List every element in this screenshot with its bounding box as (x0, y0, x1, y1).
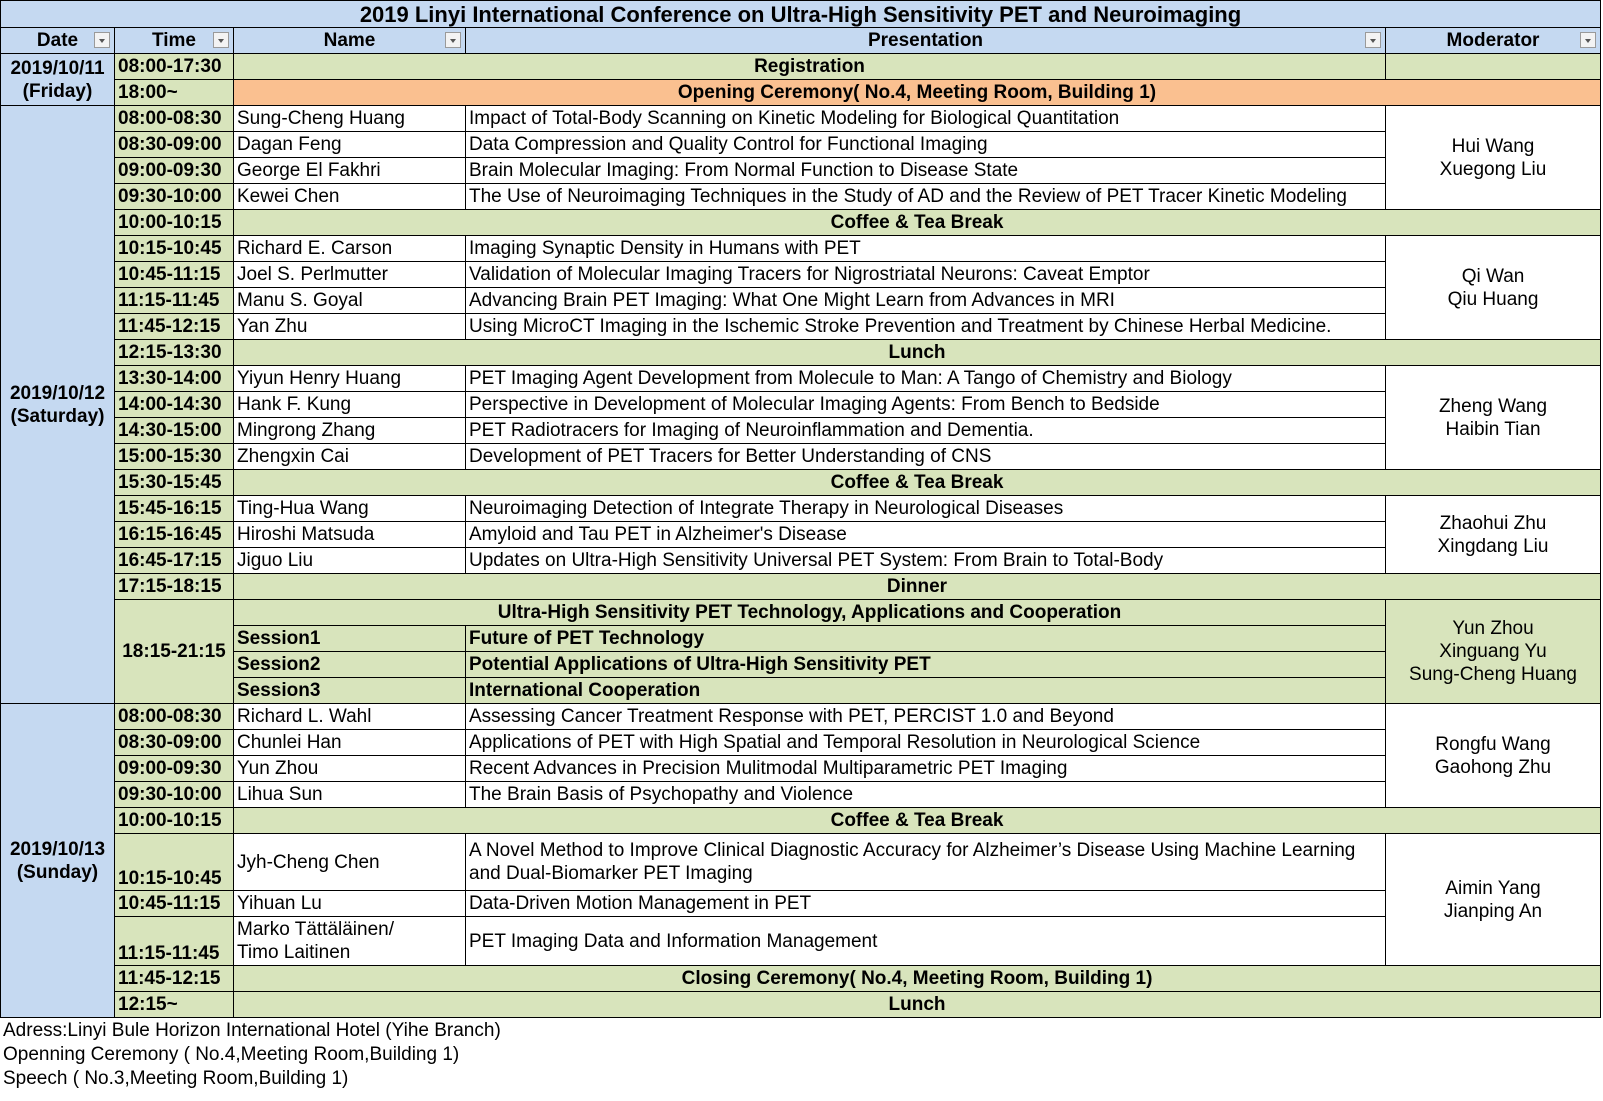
speaker-name-line: Marko Tättäläinen/ (237, 919, 395, 940)
moderator-name: Zheng Wang (1438, 395, 1548, 417)
moderator-name: Qi Wan (1461, 265, 1525, 287)
speaker-name: Mingrong Zhang (234, 418, 466, 444)
time-cell: 08:30-09:00 (115, 132, 234, 158)
presentation-title: The Use of Neuroimaging Techniques in the Study of AD and the Review of PET Tracer Kinetic Modeling (466, 184, 1386, 210)
speaker-name: Joel S. Perlmutter (234, 262, 466, 288)
date-cell-day1 (1, 54, 115, 106)
speaker-name: Chunlei Han (234, 730, 466, 756)
time-cell: 11:15-11:45 (115, 917, 234, 966)
time-cell: 08:00-17:30 (115, 54, 234, 80)
speaker-name: Sung-Cheng Huang (234, 106, 466, 132)
date-cell-day2 (1, 106, 115, 704)
time-cell: 09:00-09:30 (115, 158, 234, 184)
time-cell: 08:00-08:30 (115, 704, 234, 730)
event-lunch: Lunch (234, 992, 1601, 1018)
presentation-title: Development of PET Tracers for Better Understanding of CNS (466, 444, 1386, 470)
session-label: Session1 (234, 626, 466, 652)
moderator-name: Rongfu Wang (1435, 733, 1551, 755)
speaker-name: Richard L. Wahl (234, 704, 466, 730)
header-name[interactable] (234, 28, 466, 54)
presentation-title: Recent Advances in Precision Mulitmodal Multiparametric PET Imaging (466, 756, 1386, 782)
time-cell: 14:30-15:00 (115, 418, 234, 444)
time-cell: 09:30-10:00 (115, 782, 234, 808)
presentation-title: Perspective in Development of Molecular Imaging Agents: From Bench to Bedside (466, 392, 1386, 418)
time-cell: 11:15-11:45 (115, 288, 234, 314)
header-presentation[interactable] (466, 28, 1386, 54)
session-topic: Future of PET Technology (466, 626, 1386, 652)
speaker-name: Yihuan Lu (234, 891, 466, 917)
time-cell: 16:15-16:45 (115, 522, 234, 548)
presentation-title: PET Radiotracers for Imaging of Neuroinflammation and Dementia. (466, 418, 1386, 444)
time-cell: 09:30-10:00 (115, 184, 234, 210)
time-cell: 10:00-10:15 (115, 210, 234, 236)
date-text: 2019/10/12 (9, 382, 106, 404)
moderator-cell (1386, 704, 1601, 808)
moderator-name: Qiu Huang (1447, 288, 1539, 310)
moderator-cell (1386, 236, 1601, 340)
sort-dropdown-icon[interactable] (1580, 32, 1596, 48)
time-cell: 10:45-11:15 (115, 262, 234, 288)
speaker-name: Yiyun Henry Huang (234, 366, 466, 392)
time-cell: 12:15-13:30 (115, 340, 234, 366)
filter-dropdown-icon[interactable] (445, 32, 461, 48)
moderator-name: Gaohong Zhu (1434, 756, 1552, 778)
moderator-cell (1386, 496, 1601, 574)
presentation-title: Impact of Total-Body Scanning on Kinetic Modeling for Biological Quantitation (466, 106, 1386, 132)
time-cell: 10:15-10:45 (115, 236, 234, 262)
presentation-title: Validation of Molecular Imaging Tracers for Nigrostriatal Neurons: Caveat Emptor (466, 262, 1386, 288)
notes-table (0, 1018, 1600, 1090)
time-cell: 08:00-08:30 (115, 106, 234, 132)
event-closing-ceremony: Closing Ceremony( No.4, Meeting Room, Building 1) (234, 966, 1601, 992)
moderator-cell (1386, 106, 1601, 210)
time-cell: 08:30-09:00 (115, 730, 234, 756)
moderator-name: Zhaohui Zhu (1439, 512, 1547, 534)
time-cell: 10:00-10:15 (115, 808, 234, 834)
presentation-title: The Brain Basis of Psychopathy and Violence (466, 782, 1386, 808)
note-address: Adress:Linyi Bule Horizon International Hotel (Yihe Branch) (3, 1019, 501, 1041)
speaker-name: Zhengxin Cai (234, 444, 466, 470)
presentation-title: PET Imaging Data and Information Management (466, 917, 1386, 966)
speaker-name: Manu S. Goyal (234, 288, 466, 314)
speaker-name: Jyh-Cheng Chen (234, 834, 466, 891)
moderator-cell (1386, 366, 1601, 470)
presentation-title: PET Imaging Agent Development from Molecule to Man: A Tango of Chemistry and Biology (466, 366, 1386, 392)
time-cell: 09:00-09:30 (115, 756, 234, 782)
time-cell: 16:45-17:15 (115, 548, 234, 574)
header-moderator[interactable] (1386, 28, 1601, 54)
date-text: 2019/10/13 (9, 838, 106, 860)
time-cell: 14:00-14:30 (115, 392, 234, 418)
event-coffee-break: Coffee & Tea Break (234, 210, 1601, 236)
session-label: Session2 (234, 652, 466, 678)
presentation-title: Applications of PET with High Spatial and Temporal Resolution in Neurological Science (466, 730, 1386, 756)
header-date[interactable] (1, 28, 115, 54)
moderator-cell (1386, 54, 1601, 80)
presentation-title (466, 834, 1386, 891)
presentation-title: Imaging Synaptic Density in Humans with PET (466, 236, 1386, 262)
presentation-title: Updates on Ultra-High Sensitivity Universal PET System: From Brain to Total-Body (466, 548, 1386, 574)
date-cell-day3 (1, 704, 115, 1018)
event-dinner: Dinner (234, 574, 1601, 600)
header-date-label: Date (36, 30, 79, 51)
speaker-name: Ting-Hua Wang (234, 496, 466, 522)
presentation-title: Data-Driven Motion Management in PET (466, 891, 1386, 917)
speaker-name: Jiguo Liu (234, 548, 466, 574)
moderator-cell (1386, 600, 1601, 704)
date-text: 2019/10/11 (10, 57, 105, 79)
moderator-name: Xingdang Liu (1437, 535, 1549, 557)
conference-title: 2019 Linyi International Conference on Ultra-High Sensitivity PET and Neuroimaging (1, 1, 1601, 28)
moderator-name: Jianping An (1443, 900, 1543, 922)
event-lunch: Lunch (234, 340, 1601, 366)
presentation-title: Amyloid and Tau PET in Alzheimer's Disease (466, 522, 1386, 548)
time-cell: 15:00-15:30 (115, 444, 234, 470)
speaker-name: Yan Zhu (234, 314, 466, 340)
presentation-line: A Novel Method to Improve Clinical Diagnostic Accuracy for Alzheimer’s Disease Using Machine Learning (469, 840, 1356, 861)
time-cell: 13:30-14:00 (115, 366, 234, 392)
time-cell: 18:15-21:15 (115, 600, 234, 704)
presentation-title: Using MicroCT Imaging in the Ischemic Stroke Prevention and Treatment by Chinese Herbal Medicine. (466, 314, 1386, 340)
moderator-name: Sung-Cheng Huang (1409, 664, 1577, 685)
presentation-title: Assessing Cancer Treatment Response with PET, PERCIST 1.0 and Beyond (466, 704, 1386, 730)
time-cell: 10:45-11:15 (115, 891, 234, 917)
presentation-line: and Dual-Biomarker PET Imaging (469, 863, 753, 884)
event-opening-ceremony: Opening Ceremony( No.4, Meeting Room, Building 1) (234, 80, 1601, 106)
presentation-title: Brain Molecular Imaging: From Normal Function to Disease State (466, 158, 1386, 184)
time-cell: 15:30-15:45 (115, 470, 234, 496)
time-cell: 18:00~ (115, 80, 234, 106)
filter-dropdown-icon[interactable] (1365, 32, 1381, 48)
time-cell: 15:45-16:15 (115, 496, 234, 522)
moderator-name: Aimin Yang (1445, 877, 1541, 899)
header-moderator-label: Moderator (1446, 30, 1540, 51)
speaker-name: Dagan Feng (234, 132, 466, 158)
time-cell: 11:45-12:15 (115, 314, 234, 340)
moderator-name: Haibin Tian (1445, 418, 1541, 440)
header-time-label: Time (151, 30, 196, 51)
event-coffee-break: Coffee & Tea Break (234, 808, 1601, 834)
presentation-title: Neuroimaging Detection of Integrate Therapy in Neurological Diseases (466, 496, 1386, 522)
weekday-text: (Friday) (22, 80, 93, 102)
speaker-name: Kewei Chen (234, 184, 466, 210)
weekday-text: (Sunday) (16, 861, 99, 883)
speaker-name: Yun Zhou (234, 756, 466, 782)
time-cell: 17:15-18:15 (115, 574, 234, 600)
note-opening-venue: Openning Ceremony ( No.4,Meeting Room,Building 1) (3, 1043, 460, 1065)
time-cell: 10:15-10:45 (115, 834, 234, 891)
moderator-cell (1386, 834, 1601, 966)
speaker-name: Richard E. Carson (234, 236, 466, 262)
moderator-name: Xuegong Liu (1439, 158, 1547, 180)
time-cell: 12:15~ (115, 992, 234, 1018)
filter-dropdown-icon[interactable] (213, 32, 229, 48)
speaker-name: Hiroshi Matsuda (234, 522, 466, 548)
filter-dropdown-icon[interactable] (94, 32, 110, 48)
panel-title: Ultra-High Sensitivity PET Technology, Applications and Cooperation (234, 600, 1386, 626)
speaker-name (234, 917, 466, 966)
speaker-name-line: Timo Laitinen (237, 942, 351, 963)
session-topic: International Cooperation (466, 678, 1386, 704)
weekday-text: (Saturday) (10, 405, 105, 427)
moderator-name: Yun Zhou (1452, 618, 1534, 639)
speaker-name: George El Fakhri (234, 158, 466, 184)
session-label: Session3 (234, 678, 466, 704)
moderator-name: Xinguang Yu (1439, 641, 1547, 662)
header-presentation-label: Presentation (867, 30, 984, 51)
speaker-name: Lihua Sun (234, 782, 466, 808)
header-name-label: Name (323, 30, 376, 51)
header-time[interactable] (115, 28, 234, 54)
presentation-title: Data Compression and Quality Control for Functional Imaging (466, 132, 1386, 158)
time-cell: 11:45-12:15 (115, 966, 234, 992)
note-speech-venue: Speech ( No.3,Meeting Room,Building 1) (3, 1067, 349, 1089)
presentation-title: Advancing Brain PET Imaging: What One Might Learn from Advances in MRI (466, 288, 1386, 314)
event-coffee-break: Coffee & Tea Break (234, 470, 1601, 496)
speaker-name: Hank F. Kung (234, 392, 466, 418)
session-topic: Potential Applications of Ultra-High Sensitivity PET (466, 652, 1386, 678)
event-registration: Registration (234, 54, 1386, 80)
moderator-name: Hui Wang (1451, 135, 1535, 157)
